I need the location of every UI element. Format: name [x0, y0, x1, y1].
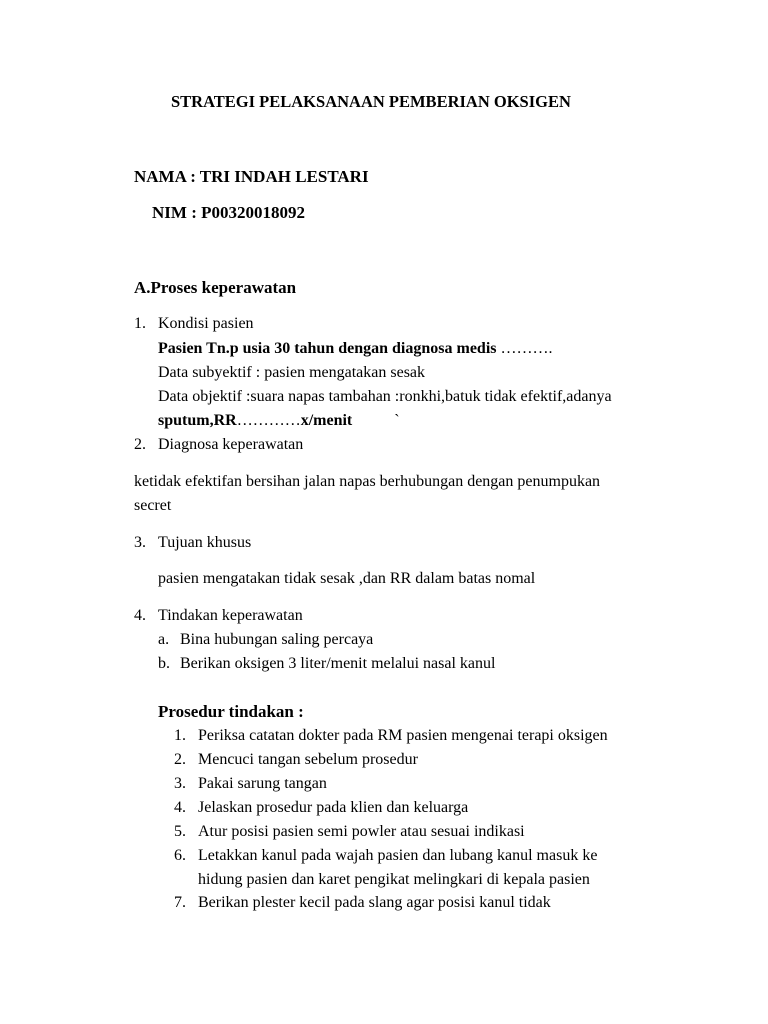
prosedur-heading: Prosedur tindakan : — [158, 702, 304, 721]
list-number: 1. — [174, 727, 186, 744]
sputum-unit: x/menit — [300, 412, 353, 429]
tindakan-item-a — [158, 630, 373, 650]
list-number: 2. — [134, 436, 146, 453]
list-label: hidung pasien dan karet pengikat melingkari di kepala pasien — [198, 871, 590, 888]
prosedur-item-1 — [174, 726, 608, 746]
data-objektif: Data objektif :suara napas tambahan :ronkhi,batuk tidak efektif,adanya — [158, 388, 612, 405]
list-number: 3. — [134, 534, 146, 551]
section-a-heading: A.Proses keperawatan — [134, 278, 297, 297]
prosedur-item-5 — [174, 822, 525, 842]
diagnosa-text-line2: secret — [134, 497, 172, 514]
list-label: Letakkan kanul pada wajah pasien dan lubang kanul masuk ke — [198, 847, 598, 864]
prosedur-item-6 — [174, 846, 597, 866]
list-item-diagnosa — [134, 435, 303, 455]
list-number: 4. — [174, 799, 186, 816]
list-label: Tujuan khusus — [158, 534, 252, 551]
pasien-description: Pasien Tn.p usia 30 tahun dengan diagnosa medis — [158, 340, 497, 357]
sub-number: a. — [158, 631, 170, 648]
list-label: Pakai sarung tangan — [198, 775, 327, 792]
list-label: Kondisi pasien — [158, 315, 254, 332]
diagnosa-text-line1: ketidak efektifan bersihan jalan napas berhubungan dengan penumpukan — [134, 473, 601, 490]
student-nim: NIM : P00320018092 — [152, 203, 305, 222]
stray-mark: ` — [394, 412, 400, 429]
prosedur-item-2 — [174, 750, 418, 770]
list-label: Tindakan keperawatan — [158, 607, 303, 624]
sputum-dots: ………… — [236, 412, 301, 429]
sputum-label: sputum,RR — [158, 412, 237, 429]
list-label: Diagnosa keperawatan — [158, 436, 304, 453]
list-label: Periksa catatan dokter pada RM pasien mengenai terapi oksigen — [198, 727, 608, 744]
list-label: Jelaskan prosedur pada klien dan keluarga — [198, 799, 469, 816]
prosedur-item-7 — [174, 893, 551, 913]
list-item-tindakan — [134, 606, 303, 626]
list-number: 3. — [174, 775, 186, 792]
list-item-kondisi — [134, 314, 254, 334]
list-number: 7. — [174, 894, 186, 911]
prosedur-item-6-continued — [174, 870, 590, 890]
list-number: 4. — [134, 607, 146, 624]
sputum-line — [158, 411, 400, 431]
kondisi-pasien-line — [158, 339, 552, 359]
sub-label: Bina hubungan saling percaya — [180, 631, 374, 648]
list-label: Berikan plester kecil pada slang agar posisi kanul tidak — [198, 894, 551, 911]
list-label: Mencuci tangan sebelum prosedur — [198, 751, 418, 768]
student-name: NAMA : TRI INDAH LESTARI — [134, 167, 369, 186]
pasien-dots: ………. — [496, 340, 553, 357]
list-number: 1. — [134, 315, 146, 332]
list-number: 2. — [174, 751, 186, 768]
prosedur-item-4 — [174, 798, 468, 818]
tujuan-text: pasien mengatakan tidak sesak ,dan RR dalam batas nomal — [158, 570, 536, 587]
data-subyektif: Data subyektif : pasien mengatakan sesak — [158, 364, 426, 381]
list-number: 5. — [174, 823, 186, 840]
page-title: STRATEGI PELAKSANAAN PEMBERIAN OKSIGEN — [171, 92, 571, 111]
list-item-tujuan — [134, 533, 251, 553]
tindakan-item-b — [158, 654, 495, 674]
prosedur-item-3 — [174, 774, 327, 794]
list-label: Atur posisi pasien semi powler atau sesuai indikasi — [198, 823, 525, 840]
sub-label: Berikan oksigen 3 liter/menit melalui nasal kanul — [180, 655, 496, 672]
sub-number: b. — [158, 655, 170, 672]
list-number: 6. — [174, 847, 186, 864]
